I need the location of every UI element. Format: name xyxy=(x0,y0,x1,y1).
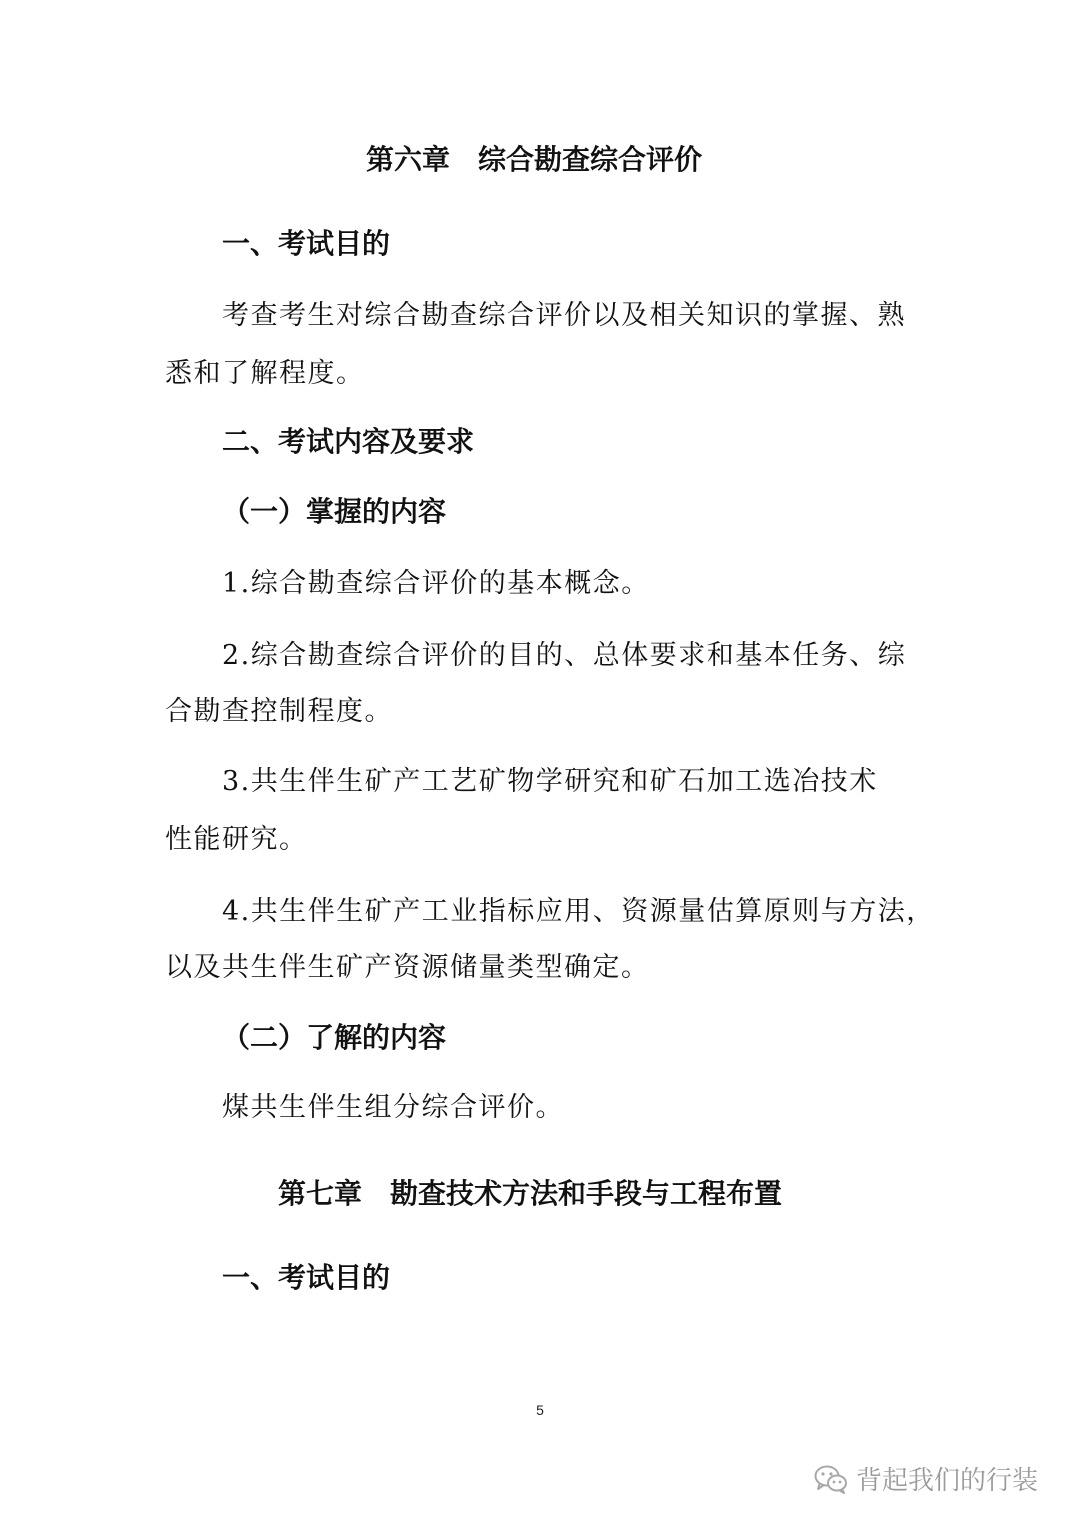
page-number: 5 xyxy=(536,1402,544,1418)
watermark xyxy=(814,1460,1038,1497)
chapter-7-title: 第七章 勘查技术方法和手段与工程布置 xyxy=(278,1177,783,1210)
list-item-continuation: 合勘查控制程度。 xyxy=(165,696,393,727)
list-item-continuation: 以及共生伴生矿产资源储量类型确定。 xyxy=(165,952,650,983)
subsection-heading-master: （一）掌握的内容 xyxy=(222,495,447,528)
list-item: 1.综合勘查综合评价的基本概念。 xyxy=(222,568,650,599)
paragraph-line: 考查考生对综合勘查综合评价以及相关知识的掌握、熟 xyxy=(222,300,906,331)
section-heading-exam-content: 二、考试内容及要求 xyxy=(222,425,475,458)
list-item: 4.共生伴生矿产工业指标应用、资源量估算原则与方法， xyxy=(222,896,935,927)
list-item: 2.综合勘查综合评价的目的、总体要求和基本任务、综 xyxy=(222,640,907,671)
section-heading-exam-purpose: 一、考试目的 xyxy=(222,1261,391,1294)
list-item: 3.共生伴生矿产工艺矿物学研究和矿石加工选冶技术 xyxy=(222,766,878,797)
paragraph-line: 煤共生伴生组分综合评价。 xyxy=(222,1092,564,1123)
watermark-text: 背起我们的行装 xyxy=(856,1466,1039,1496)
section-heading-exam-purpose: 一、考试目的 xyxy=(222,227,391,260)
paragraph-line: 悉和了解程度。 xyxy=(165,358,365,389)
subsection-heading-understand: （二）了解的内容 xyxy=(222,1021,447,1054)
chapter-6-title: 第六章 综合勘查综合评价 xyxy=(366,143,703,176)
wechat-icon xyxy=(814,1464,848,1494)
list-item-continuation: 性能研究。 xyxy=(165,824,308,855)
